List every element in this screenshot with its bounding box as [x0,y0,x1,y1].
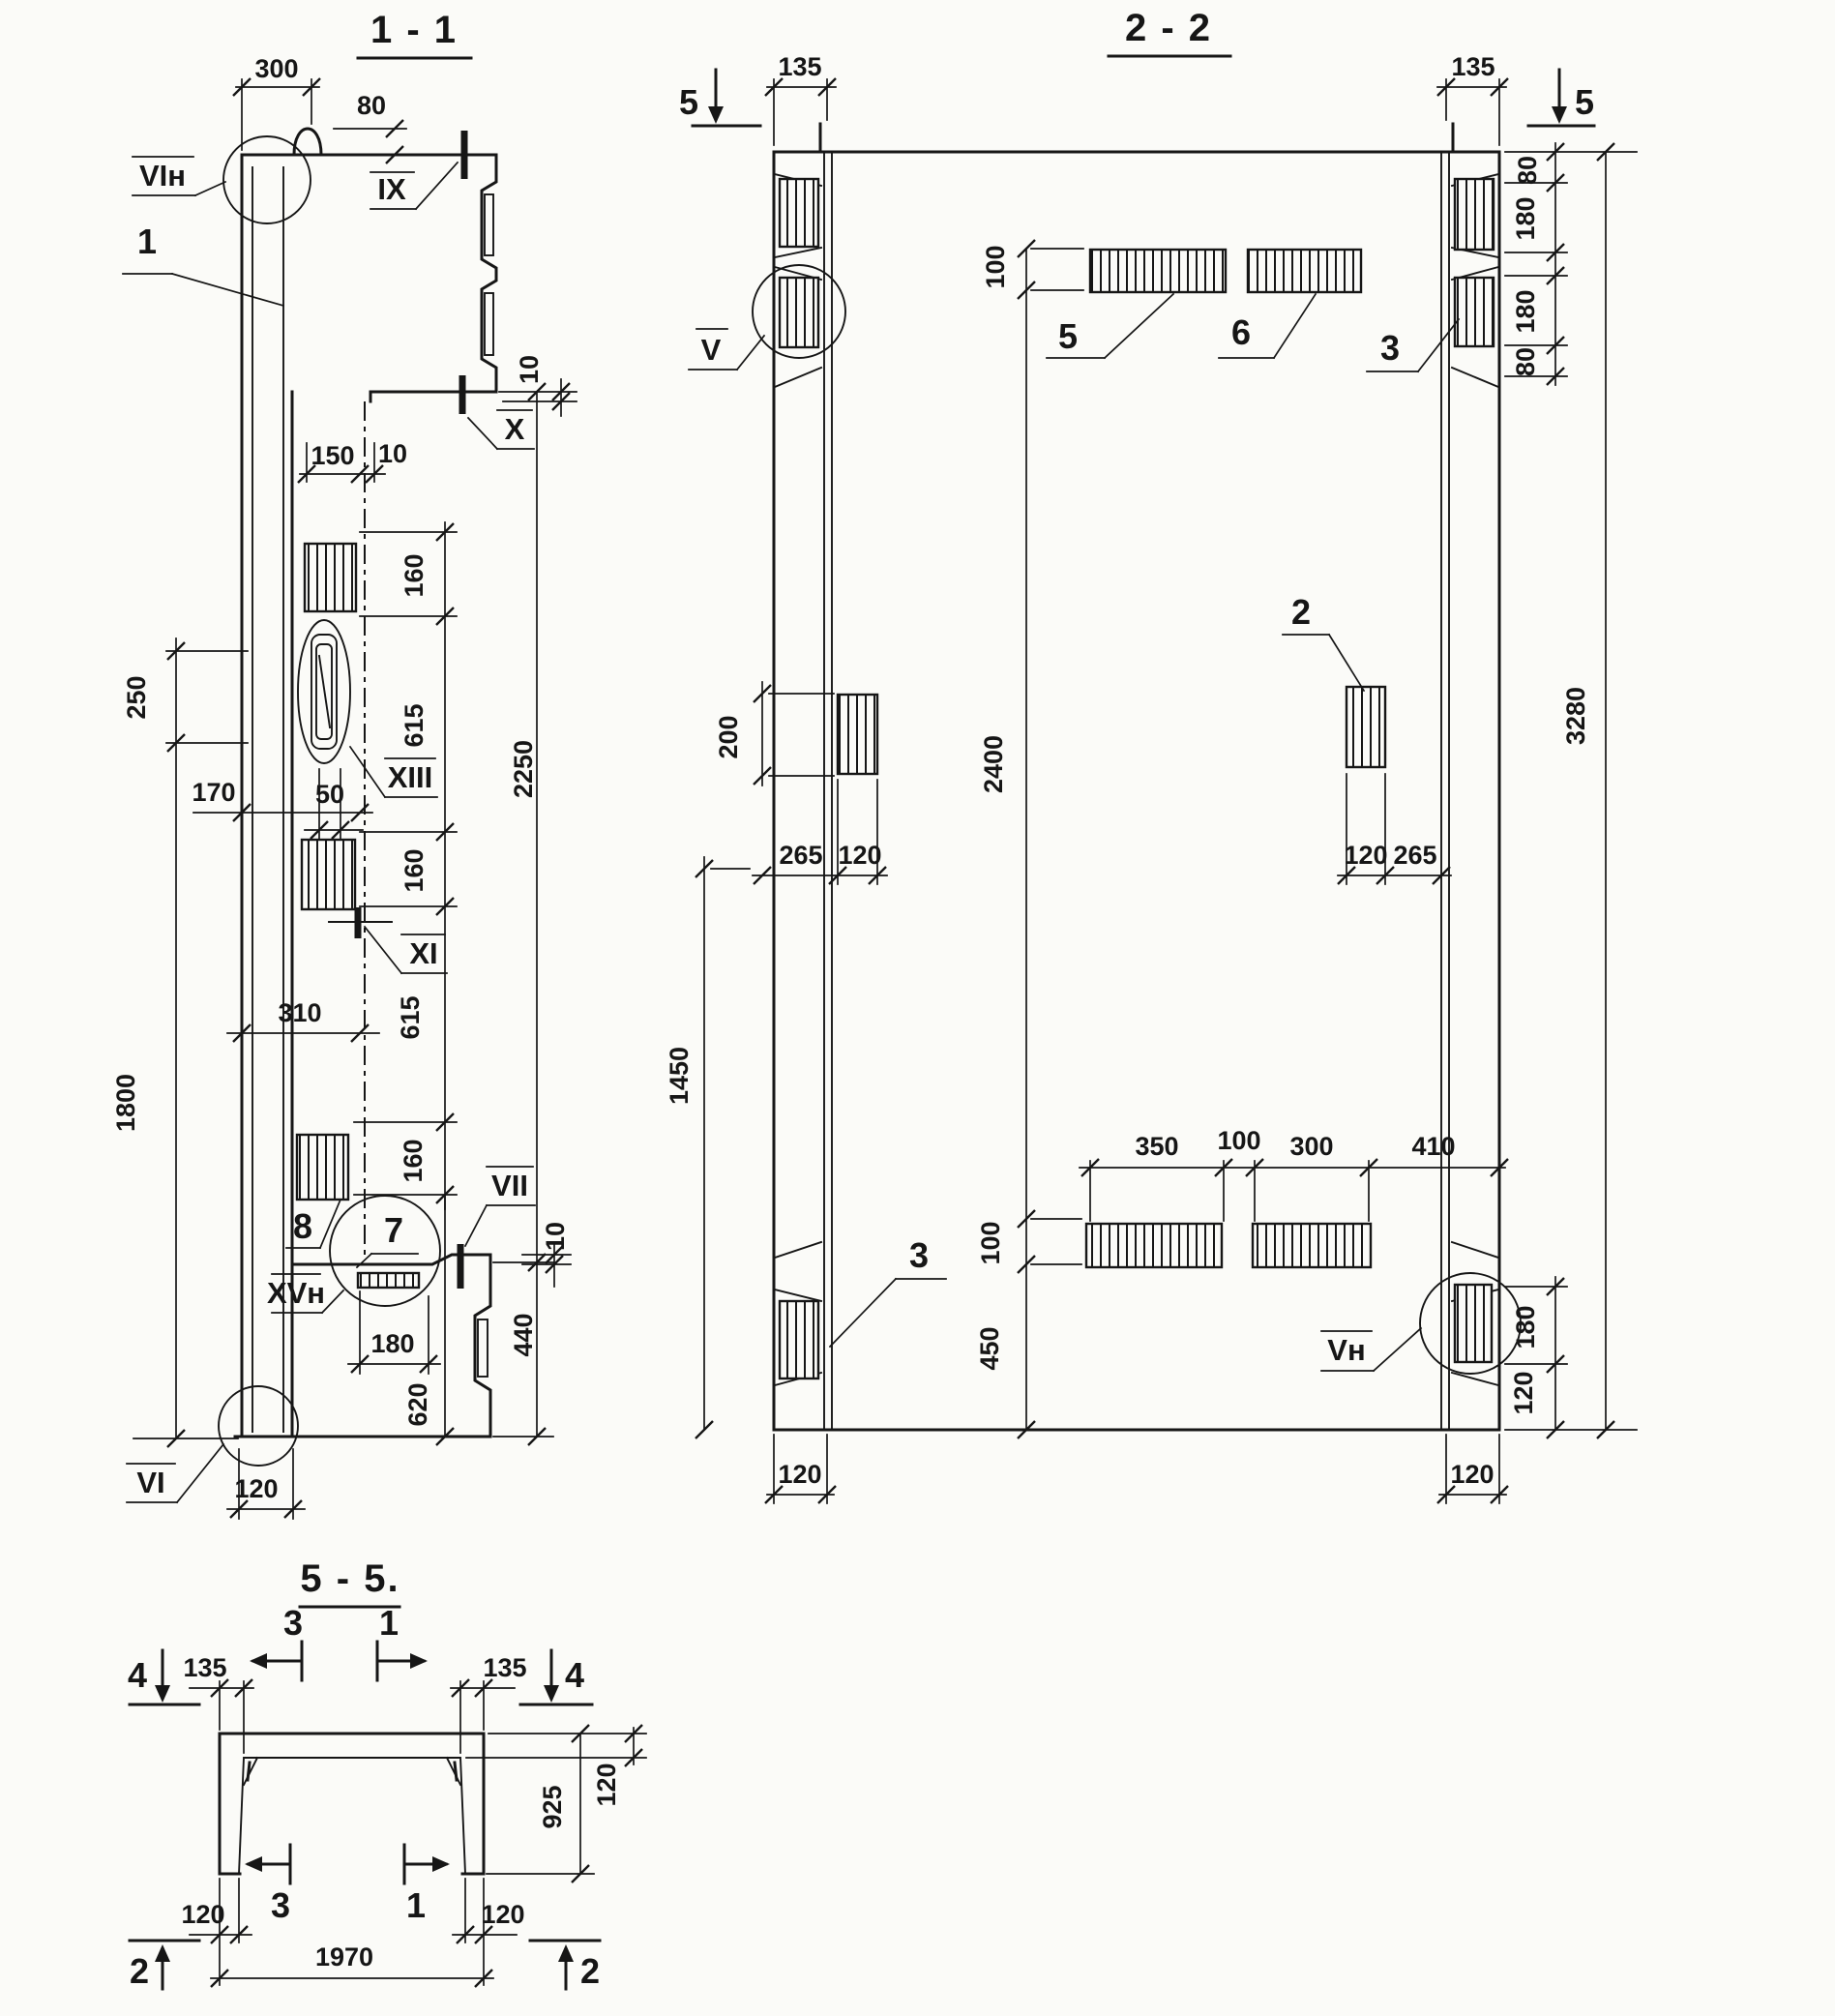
dimensions-1-1 [111,54,577,1519]
anchor-block [1455,1285,1492,1362]
arrow-label: 1 [378,1603,400,1643]
dim-label: 180 [1511,196,1540,241]
dim-label: 10 [541,1221,570,1252]
dim-label: 120 [838,841,882,870]
section-1-1 [111,9,577,1519]
panel-outline [235,129,496,1437]
arrow-label: 5 [1574,82,1595,122]
detail-label: X [504,412,525,446]
dim-label: 100 [1217,1126,1261,1155]
dim-label: 615 [396,995,425,1040]
detail-label: Vн [1327,1333,1366,1367]
anchor-block [305,544,356,611]
detail-label: V [700,333,722,367]
arrow-label: 2 [129,1951,150,1991]
dim-label: 150 [311,441,355,470]
detail-label: VI [136,1466,165,1499]
dim-label: 1970 [314,1942,374,1972]
dim-label: 1450 [665,1046,694,1106]
dim-label: 135 [183,1653,227,1682]
anchor-block [1253,1224,1371,1267]
dim-label: 925 [538,1785,567,1829]
dim-label: 135 [483,1653,527,1682]
anchor-block [302,840,355,909]
section-arrow-4-right [520,1650,592,1705]
anchor-block [297,1135,348,1200]
dim-label: 2400 [979,734,1008,794]
dim-label: 180 [1511,289,1540,334]
dim-label: 10 [515,354,544,385]
arrow-label: 2 [579,1951,601,1991]
section-arrow-5-right [1528,70,1594,126]
detail-label: VII [491,1169,528,1202]
anchor-block [1455,179,1494,250]
dim-label: 80 [1513,155,1542,186]
arrow-label: 4 [127,1655,148,1695]
detail-label: IX [377,172,406,206]
slot-detail [298,620,350,763]
dim-label: 100 [981,245,1010,289]
anchor-block [780,179,818,247]
callout: 6 [1230,312,1252,352]
detail-label: XVн [266,1276,326,1310]
section-arrow-1-bottom [404,1845,450,1925]
dim-label: 120 [1344,841,1388,870]
anchor-block [838,695,877,774]
anchor-block [1086,1224,1222,1267]
arrow-label: 1 [405,1885,427,1925]
dim-label: 10 [377,439,408,468]
dim-label: 120 [234,1474,279,1503]
anchor-block [1347,687,1385,767]
dim-label: 250 [122,675,151,720]
callout: 3 [908,1235,930,1275]
channel-outline [220,1734,484,1874]
dim-label: 310 [278,998,322,1027]
dim-label: 350 [1135,1132,1179,1161]
arrow-label: 5 [678,82,699,122]
anchor-block [780,278,818,347]
detail-label: XI [409,936,438,970]
arrow-label: 3 [270,1885,291,1925]
anchor-block [780,1301,818,1379]
dim-label: 80 [356,91,387,120]
dim-label: 3280 [1561,686,1590,746]
joint-hatch-band [358,1273,419,1288]
section-title: 1 - 1 [370,9,459,51]
section-title: 2 - 2 [1124,7,1213,49]
dim-label: 80 [1511,346,1540,377]
dim-label: 120 [778,1460,822,1489]
section-title: 5 - 5. [300,1557,400,1600]
callout: 2 [1290,592,1312,632]
dim-label: 450 [975,1326,1004,1371]
dim-label: 120 [181,1900,225,1929]
dim-label: 135 [1451,52,1495,81]
dim-label: 160 [399,1139,428,1183]
dim-label: 1800 [111,1073,140,1133]
section-arrow-5-left [679,70,760,126]
dim-label: 300 [254,54,299,83]
dim-label: 100 [976,1221,1005,1265]
dim-label: 50 [314,780,345,809]
section-arrow-3-top [250,1603,303,1680]
dim-label: 170 [192,778,236,807]
detail-circle-vin [223,136,311,223]
dim-label: 120 [481,1900,525,1929]
arrow-label: 3 [282,1603,304,1643]
anchor-block [1455,278,1494,346]
detail-circle-vi [219,1386,298,1466]
detail-label: VIн [138,159,187,193]
dim-label: 620 [403,1382,432,1427]
section-arrow-2-right [530,1941,600,1991]
section-arrow-1-top [377,1603,428,1680]
dim-label: 265 [779,841,823,870]
dim-label: 265 [1393,841,1437,870]
dim-label: 120 [592,1763,621,1807]
section-5-5 [128,1557,646,1991]
dim-label: 120 [1450,1460,1495,1489]
section-arrow-3-bottom [245,1845,290,1925]
dim-label: 200 [714,715,743,759]
dim-label: 180 [1511,1305,1540,1349]
dim-label: 300 [1289,1132,1334,1161]
callout: 5 [1057,316,1079,356]
dim-label: 410 [1411,1132,1456,1161]
dim-label: 2250 [509,739,538,799]
lifting-hook [294,129,321,155]
labels-2-2 [689,294,1459,1371]
anchor-block [1090,250,1226,292]
anchor-block [1248,250,1361,292]
dim-label: 120 [1509,1371,1538,1415]
dim-label: 615 [400,703,429,748]
callout: 7 [383,1210,404,1250]
section-2-2 [665,7,1637,1503]
dim-label: 160 [400,553,429,598]
dim-label: 135 [778,52,822,81]
dim-label: 160 [400,848,429,893]
section-arrow-2-left [130,1941,199,1991]
dim-label: 180 [370,1329,415,1358]
dim-label: 440 [509,1313,538,1357]
callout: 3 [1379,328,1401,368]
arrow-label: 4 [564,1655,585,1695]
callout: 8 [292,1206,313,1246]
detail-label: XIII [387,760,433,794]
callout: 1 [136,222,158,261]
